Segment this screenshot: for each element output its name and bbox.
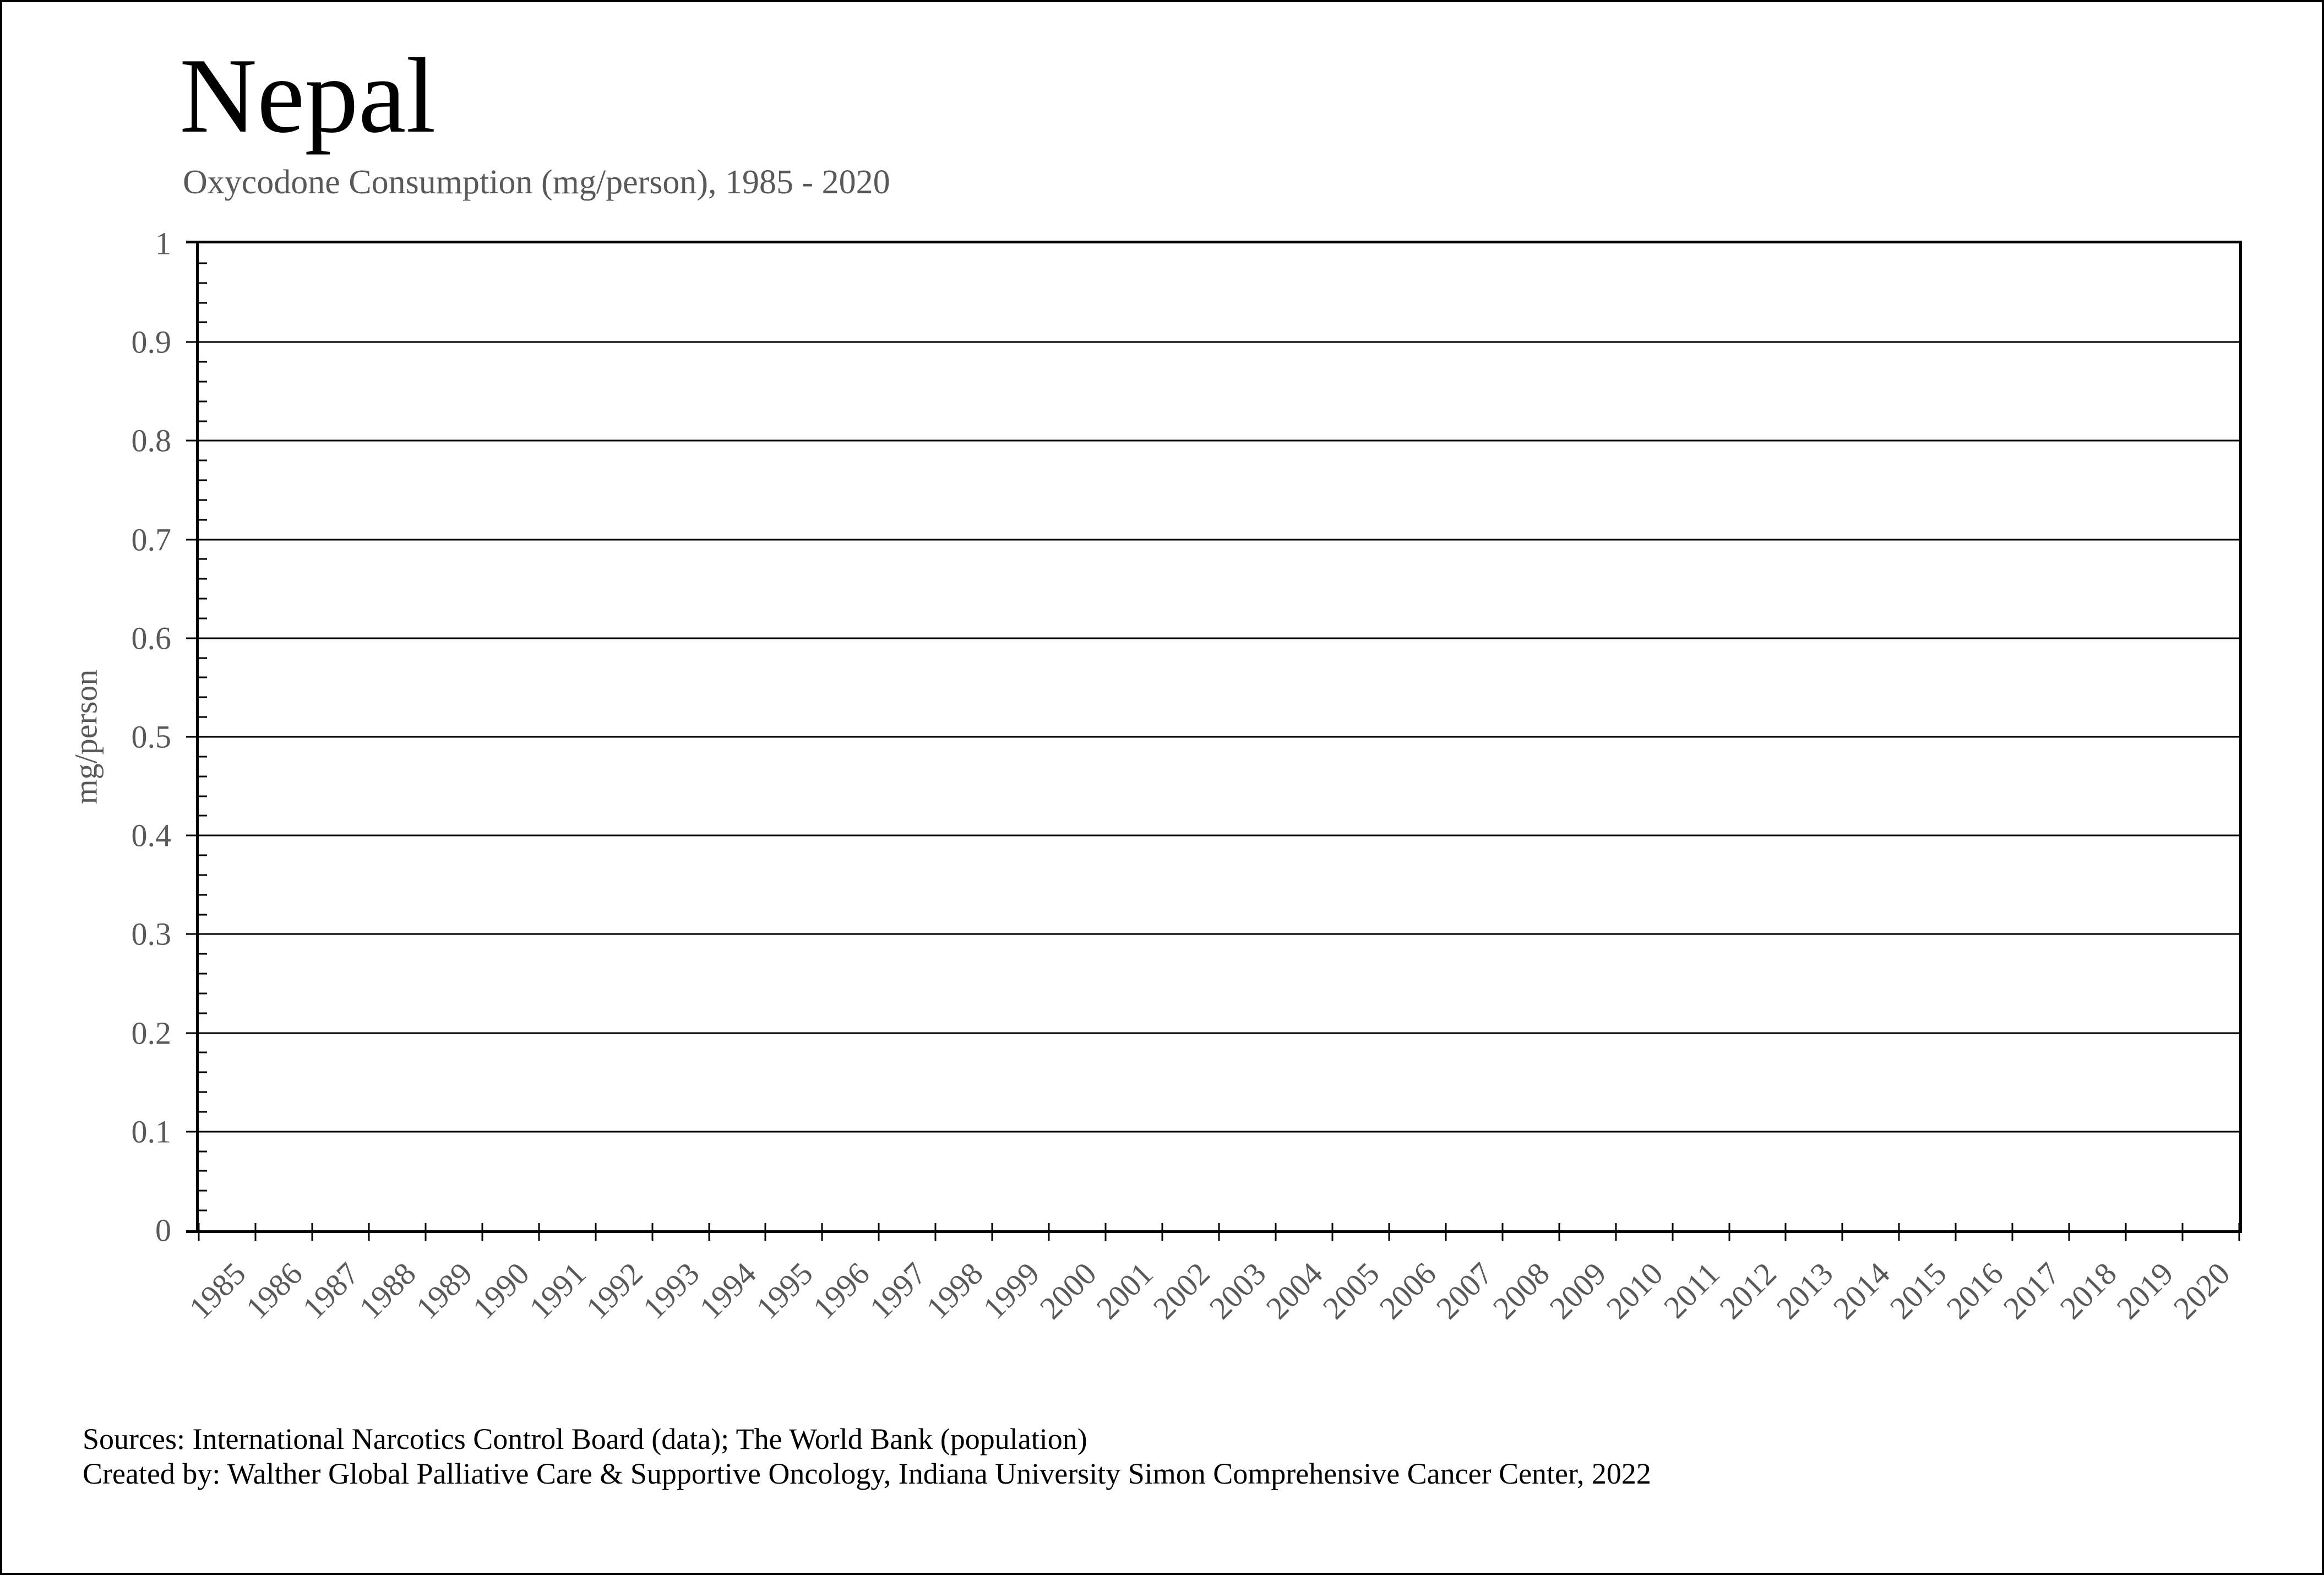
y-minor-tick — [199, 282, 207, 284]
y-gridline — [186, 933, 2239, 935]
x-tick-label-text: 2004 — [1259, 1255, 1330, 1326]
y-minor-tick — [199, 598, 207, 600]
y-tick-label: 0.6 — [131, 620, 171, 656]
y-gridline — [186, 1032, 2239, 1034]
x-tick — [1728, 1223, 1730, 1241]
x-tick — [1445, 1223, 1446, 1241]
y-minor-tick — [199, 400, 207, 402]
y-tick-label: 0.1 — [131, 1114, 171, 1150]
x-tick — [1672, 1223, 1673, 1241]
x-tick-label-text: 2018 — [2053, 1255, 2124, 1326]
x-tick — [1105, 1223, 1107, 1241]
y-tick-label: 0.7 — [131, 522, 171, 558]
y-minor-tick — [199, 795, 207, 797]
x-tick — [1842, 1223, 1843, 1241]
x-tick — [1218, 1223, 1220, 1241]
x-tick — [198, 1223, 200, 1241]
y-minor-tick — [199, 1150, 207, 1152]
x-tick-label-text: 1990 — [465, 1255, 536, 1326]
y-gridline — [186, 736, 2239, 738]
x-tick — [1898, 1223, 1900, 1241]
y-tick-label: 0.4 — [131, 817, 171, 854]
x-tick — [2069, 1223, 2070, 1241]
y-minor-tick — [199, 716, 207, 718]
y-minor-tick — [199, 1210, 207, 1212]
x-tick-label-text: 2002 — [1146, 1255, 1217, 1326]
x-tick — [1501, 1223, 1503, 1241]
y-minor-tick — [199, 499, 207, 501]
x-tick-label-text: 2007 — [1429, 1255, 1500, 1326]
footer-sources-line: Sources: International Narcotics Control Board (data); The World Bank (population) — [83, 1422, 1087, 1455]
y-minor-tick — [199, 1052, 207, 1053]
x-tick-label-text: 2008 — [1485, 1255, 1556, 1326]
x-tick-label-text: 2020 — [2166, 1255, 2237, 1326]
x-tick-label-text: 1995 — [749, 1255, 820, 1326]
y-minor-tick — [199, 302, 207, 303]
x-tick-label-text: 2005 — [1316, 1255, 1387, 1326]
x-tick — [1558, 1223, 1560, 1241]
y-minor-tick — [199, 617, 207, 619]
y-tick-label: 0.8 — [131, 422, 171, 459]
y-minor-tick — [199, 953, 207, 955]
y-minor-tick — [199, 578, 207, 580]
x-tick-label-text: 2010 — [1599, 1255, 1670, 1326]
y-minor-tick — [199, 322, 207, 323]
plot-area — [131, 225, 2242, 1326]
y-tick-label: 0.2 — [131, 1015, 171, 1051]
x-tick — [878, 1223, 880, 1241]
y-tick-label: 1 — [155, 225, 171, 262]
y-gridline — [186, 637, 2239, 639]
y-minor-tick — [199, 697, 207, 698]
y-gridline — [186, 1131, 2239, 1132]
y-minor-tick — [199, 519, 207, 520]
x-tick-label-text: 2015 — [1882, 1255, 1953, 1326]
x-tick-label-text: 1991 — [522, 1255, 593, 1326]
x-tick — [1048, 1223, 1050, 1241]
x-tick — [1275, 1223, 1276, 1241]
y-minor-tick — [199, 874, 207, 876]
x-tick-label-text: 2017 — [1996, 1255, 2067, 1326]
x-tick — [2239, 1223, 2240, 1241]
y-tick-label: 0 — [155, 1212, 171, 1248]
x-tick-label-text: 1993 — [635, 1255, 706, 1326]
y-minor-tick — [199, 992, 207, 994]
x-tick-label-text: 1988 — [352, 1255, 423, 1326]
y-minor-tick — [199, 262, 207, 264]
y-minor-tick — [199, 677, 207, 678]
y-tick-label: 0.3 — [131, 916, 171, 952]
x-tick — [2125, 1223, 2127, 1241]
y-minor-tick — [199, 1091, 207, 1093]
y-minor-tick — [199, 420, 207, 422]
x-tick — [481, 1223, 483, 1241]
x-tick-label-text: 1994 — [692, 1255, 763, 1326]
x-tick — [424, 1223, 426, 1241]
y-minor-tick — [199, 460, 207, 461]
y-tick-label: 0.9 — [131, 324, 171, 360]
y-minor-tick — [199, 1012, 207, 1014]
x-tick-label-text: 2012 — [1712, 1255, 1783, 1326]
x-tick-label-text: 2000 — [1032, 1255, 1103, 1326]
x-tick — [1955, 1223, 1957, 1241]
x-tick — [595, 1223, 596, 1241]
x-tick-label-text: 2009 — [1542, 1255, 1613, 1326]
y-gridline — [186, 539, 2239, 540]
y-minor-tick — [199, 558, 207, 560]
y-minor-tick — [199, 894, 207, 895]
y-minor-tick — [199, 480, 207, 481]
x-tick-label-text: 1989 — [409, 1255, 480, 1326]
x-tick-label-text: 2014 — [1826, 1255, 1897, 1326]
y-tick-label: 0.5 — [131, 719, 171, 755]
y-minor-tick — [199, 855, 207, 856]
footer-created-by-line: Created by: Walther Global Palliative Care & Supportive Oncology, Indiana University Simon Comprehensive Cancer Center, 2022 — [83, 1457, 1651, 1490]
y-minor-tick — [199, 973, 207, 975]
x-tick-label-text: 1986 — [239, 1255, 310, 1326]
x-tick-label-text: 1996 — [805, 1255, 877, 1326]
x-tick-label-text: 2006 — [1372, 1255, 1443, 1326]
x-tick-label-text: 1992 — [579, 1255, 650, 1326]
x-tick-label-text: 1987 — [296, 1255, 367, 1326]
y-minor-tick — [199, 1072, 207, 1073]
x-tick-label-text: 2001 — [1089, 1255, 1160, 1326]
x-tick-label-text: 2003 — [1202, 1255, 1273, 1326]
x-tick — [765, 1223, 766, 1241]
x-tick-label-text: 1985 — [182, 1255, 253, 1326]
y-gridline — [186, 341, 2239, 343]
x-tick-label-text: 1998 — [919, 1255, 990, 1326]
x-tick — [2012, 1223, 2013, 1241]
y-minor-tick — [199, 914, 207, 915]
x-tick-label-text: 1999 — [976, 1255, 1047, 1326]
y-major-tick — [186, 241, 199, 243]
x-tick — [368, 1223, 369, 1241]
x-tick-label-text: 2016 — [1939, 1255, 2010, 1326]
x-tick — [651, 1223, 653, 1241]
x-tick — [1331, 1223, 1333, 1241]
x-tick-label-text: 2013 — [1769, 1255, 1840, 1326]
y-minor-tick — [199, 361, 207, 363]
x-tick — [992, 1223, 993, 1241]
x-tick — [2182, 1223, 2184, 1241]
x-tick — [1162, 1223, 1163, 1241]
y-minor-tick — [199, 775, 207, 777]
x-tick — [935, 1223, 937, 1241]
x-tick-label-text: 2011 — [1657, 1255, 1727, 1326]
y-minor-tick — [199, 657, 207, 659]
x-tick — [821, 1223, 823, 1241]
x-tick-label-text: 2019 — [2109, 1255, 2180, 1326]
y-gridline — [186, 835, 2239, 837]
y-minor-tick — [199, 815, 207, 817]
y-gridline — [186, 440, 2239, 442]
x-tick — [254, 1223, 256, 1241]
x-tick — [311, 1223, 313, 1241]
y-minor-tick — [199, 381, 207, 382]
x-tick — [708, 1223, 710, 1241]
x-tick — [538, 1223, 540, 1241]
page-title: Nepal — [179, 36, 436, 155]
y-minor-tick — [199, 1170, 207, 1172]
x-tick — [1615, 1223, 1617, 1241]
x-tick — [1785, 1223, 1787, 1241]
y-axis-title: mg/person — [68, 669, 104, 805]
y-major-tick — [186, 1230, 199, 1233]
y-minor-tick — [199, 756, 207, 757]
y-minor-tick — [199, 1111, 207, 1112]
footer — [83, 1422, 1651, 1491]
x-tick — [1388, 1223, 1390, 1241]
y-minor-tick — [199, 1190, 207, 1192]
chart-subtitle: Oxycodone Consumption (mg/person), 1985 - 2020 — [183, 164, 890, 201]
x-tick-label-text: 1997 — [862, 1255, 933, 1326]
